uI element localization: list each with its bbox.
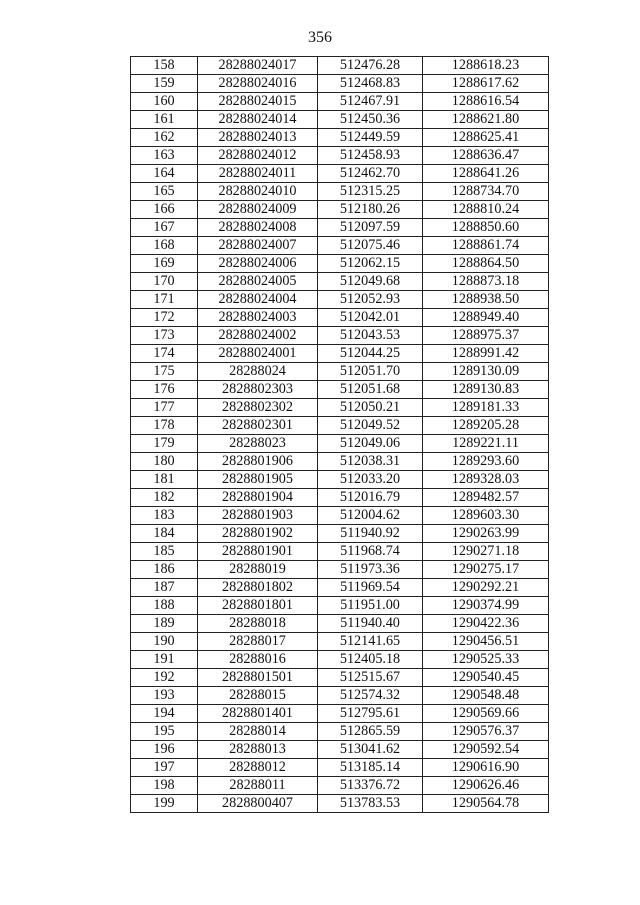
y-coordinate-cell: 1290292.21: [423, 579, 549, 597]
y-coordinate-cell: 1290569.66: [423, 705, 549, 723]
y-coordinate-cell: 1290374.99: [423, 597, 549, 615]
table-row: [131, 651, 549, 669]
point-id-cell: 28288017: [198, 633, 318, 651]
page-number: 356: [308, 29, 332, 46]
y-coordinate-cell: 1289603.30: [423, 507, 549, 525]
table-row: [131, 687, 549, 705]
x-coordinate-cell: 512043.53: [318, 327, 423, 345]
x-coordinate-cell: 513041.62: [318, 741, 423, 759]
table-row: [131, 219, 549, 237]
table-row: [131, 93, 549, 111]
x-coordinate-cell: 512449.59: [318, 129, 423, 147]
point-id-cell: 28288024012: [198, 147, 318, 165]
table-row: [131, 255, 549, 273]
coordinates-table: [130, 56, 549, 813]
row-index-cell: 188: [131, 597, 198, 615]
x-coordinate-cell: 513185.14: [318, 759, 423, 777]
x-coordinate-cell: 512097.59: [318, 219, 423, 237]
table-row: [131, 129, 549, 147]
table-row: [131, 615, 549, 633]
y-coordinate-cell: 1290564.78: [423, 795, 549, 813]
row-index-cell: 170: [131, 273, 198, 291]
x-coordinate-cell: 512042.01: [318, 309, 423, 327]
point-id-cell: 28288024005: [198, 273, 318, 291]
row-index-cell: 193: [131, 687, 198, 705]
table-row: [131, 453, 549, 471]
point-id-cell: 28288012: [198, 759, 318, 777]
x-coordinate-cell: 513783.53: [318, 795, 423, 813]
row-index-cell: 181: [131, 471, 198, 489]
row-index-cell: 176: [131, 381, 198, 399]
point-id-cell: 28288024001: [198, 345, 318, 363]
table-row: [131, 579, 549, 597]
point-id-cell: 28288024002: [198, 327, 318, 345]
y-coordinate-cell: 1288617.62: [423, 75, 549, 93]
y-coordinate-cell: 1290263.99: [423, 525, 549, 543]
x-coordinate-cell: 512052.93: [318, 291, 423, 309]
y-coordinate-cell: 1288616.54: [423, 93, 549, 111]
x-coordinate-cell: 512865.59: [318, 723, 423, 741]
x-coordinate-cell: 512033.20: [318, 471, 423, 489]
row-index-cell: 174: [131, 345, 198, 363]
point-id-cell: 28288024013: [198, 129, 318, 147]
y-coordinate-cell: 1288621.80: [423, 111, 549, 129]
point-id-cell: 2828801801: [198, 597, 318, 615]
table-row: [131, 147, 549, 165]
x-coordinate-cell: 512180.26: [318, 201, 423, 219]
point-id-cell: 2828802302: [198, 399, 318, 417]
table-row: [131, 489, 549, 507]
point-id-cell: 28288019: [198, 561, 318, 579]
y-coordinate-cell: 1288975.37: [423, 327, 549, 345]
point-id-cell: 28288024007: [198, 237, 318, 255]
row-index-cell: 190: [131, 633, 198, 651]
table-row: [131, 543, 549, 561]
point-id-cell: 2828801905: [198, 471, 318, 489]
row-index-cell: 161: [131, 111, 198, 129]
y-coordinate-cell: 1290525.33: [423, 651, 549, 669]
x-coordinate-cell: 512050.21: [318, 399, 423, 417]
table-row: [131, 795, 549, 813]
table-row: [131, 165, 549, 183]
row-index-cell: 197: [131, 759, 198, 777]
row-index-cell: 172: [131, 309, 198, 327]
table-row: [131, 435, 549, 453]
y-coordinate-cell: 1288864.50: [423, 255, 549, 273]
y-coordinate-cell: 1288636.47: [423, 147, 549, 165]
point-id-cell: 28288011: [198, 777, 318, 795]
point-id-cell: 28288024003: [198, 309, 318, 327]
table-row: [131, 363, 549, 381]
y-coordinate-cell: 1288991.42: [423, 345, 549, 363]
x-coordinate-cell: 512062.15: [318, 255, 423, 273]
table-row: [131, 57, 549, 75]
table-row: [131, 291, 549, 309]
y-coordinate-cell: 1290616.90: [423, 759, 549, 777]
x-coordinate-cell: 512141.65: [318, 633, 423, 651]
point-id-cell: 28288024004: [198, 291, 318, 309]
row-index-cell: 196: [131, 741, 198, 759]
row-index-cell: 166: [131, 201, 198, 219]
y-coordinate-cell: 1289130.09: [423, 363, 549, 381]
table-row: [131, 381, 549, 399]
point-id-cell: 28288024: [198, 363, 318, 381]
y-coordinate-cell: 1288625.41: [423, 129, 549, 147]
y-coordinate-cell: 1288810.24: [423, 201, 549, 219]
table-row: [131, 417, 549, 435]
x-coordinate-cell: 512462.70: [318, 165, 423, 183]
row-index-cell: 160: [131, 93, 198, 111]
table-row: [131, 327, 549, 345]
row-index-cell: 185: [131, 543, 198, 561]
table-row: [131, 561, 549, 579]
y-coordinate-cell: 1289205.28: [423, 417, 549, 435]
row-index-cell: 165: [131, 183, 198, 201]
point-id-cell: 2828802303: [198, 381, 318, 399]
x-coordinate-cell: 511968.74: [318, 543, 423, 561]
table-row: [131, 759, 549, 777]
point-id-cell: 2828801501: [198, 669, 318, 687]
row-index-cell: 163: [131, 147, 198, 165]
table-row: [131, 633, 549, 651]
y-coordinate-cell: 1288618.23: [423, 57, 549, 75]
table-row: [131, 741, 549, 759]
x-coordinate-cell: 511940.40: [318, 615, 423, 633]
y-coordinate-cell: 1288873.18: [423, 273, 549, 291]
y-coordinate-cell: 1290548.48: [423, 687, 549, 705]
row-index-cell: 171: [131, 291, 198, 309]
table-row: [131, 345, 549, 363]
x-coordinate-cell: 512051.68: [318, 381, 423, 399]
x-coordinate-cell: 511973.36: [318, 561, 423, 579]
y-coordinate-cell: 1290456.51: [423, 633, 549, 651]
y-coordinate-cell: 1289181.33: [423, 399, 549, 417]
point-id-cell: 28288024011: [198, 165, 318, 183]
y-coordinate-cell: 1289328.03: [423, 471, 549, 489]
row-index-cell: 168: [131, 237, 198, 255]
x-coordinate-cell: 511940.92: [318, 525, 423, 543]
row-index-cell: 195: [131, 723, 198, 741]
row-index-cell: 186: [131, 561, 198, 579]
x-coordinate-cell: 512468.83: [318, 75, 423, 93]
table-row: [131, 237, 549, 255]
table-row: [131, 669, 549, 687]
x-coordinate-cell: 512051.70: [318, 363, 423, 381]
x-coordinate-cell: 512044.25: [318, 345, 423, 363]
y-coordinate-cell: 1290275.17: [423, 561, 549, 579]
point-id-cell: 2828800407: [198, 795, 318, 813]
x-coordinate-cell: 512476.28: [318, 57, 423, 75]
y-coordinate-cell: 1290592.54: [423, 741, 549, 759]
x-coordinate-cell: 512049.06: [318, 435, 423, 453]
y-coordinate-cell: 1290422.36: [423, 615, 549, 633]
x-coordinate-cell: 512315.25: [318, 183, 423, 201]
row-index-cell: 169: [131, 255, 198, 273]
point-id-cell: 2828801904: [198, 489, 318, 507]
point-id-cell: 28288024009: [198, 201, 318, 219]
table-row: [131, 309, 549, 327]
row-index-cell: 184: [131, 525, 198, 543]
x-coordinate-cell: 511969.54: [318, 579, 423, 597]
y-coordinate-cell: 1288641.26: [423, 165, 549, 183]
table-row: [131, 723, 549, 741]
y-coordinate-cell: 1289221.11: [423, 435, 549, 453]
point-id-cell: 2828801902: [198, 525, 318, 543]
y-coordinate-cell: 1288938.50: [423, 291, 549, 309]
table-row: [131, 111, 549, 129]
x-coordinate-cell: 512405.18: [318, 651, 423, 669]
table-row: [131, 471, 549, 489]
row-index-cell: 162: [131, 129, 198, 147]
point-id-cell: 28288014: [198, 723, 318, 741]
point-id-cell: 2828801901: [198, 543, 318, 561]
table-row: [131, 525, 549, 543]
y-coordinate-cell: 1290540.45: [423, 669, 549, 687]
point-id-cell: 28288016: [198, 651, 318, 669]
point-id-cell: 28288013: [198, 741, 318, 759]
y-coordinate-cell: 1289293.60: [423, 453, 549, 471]
y-coordinate-cell: 1288850.60: [423, 219, 549, 237]
x-coordinate-cell: 513376.72: [318, 777, 423, 795]
point-id-cell: 28288024006: [198, 255, 318, 273]
point-id-cell: 2828801401: [198, 705, 318, 723]
table-row: [131, 201, 549, 219]
point-id-cell: 2828802301: [198, 417, 318, 435]
x-coordinate-cell: 512004.62: [318, 507, 423, 525]
row-index-cell: 167: [131, 219, 198, 237]
row-index-cell: 179: [131, 435, 198, 453]
point-id-cell: 28288024008: [198, 219, 318, 237]
y-coordinate-cell: 1289130.83: [423, 381, 549, 399]
row-index-cell: 173: [131, 327, 198, 345]
row-index-cell: 191: [131, 651, 198, 669]
x-coordinate-cell: 512458.93: [318, 147, 423, 165]
x-coordinate-cell: 512016.79: [318, 489, 423, 507]
point-id-cell: 28288018: [198, 615, 318, 633]
row-index-cell: 192: [131, 669, 198, 687]
point-id-cell: 28288024010: [198, 183, 318, 201]
x-coordinate-cell: 512049.68: [318, 273, 423, 291]
row-index-cell: 180: [131, 453, 198, 471]
y-coordinate-cell: 1290576.37: [423, 723, 549, 741]
x-coordinate-cell: 512049.52: [318, 417, 423, 435]
row-index-cell: 178: [131, 417, 198, 435]
y-coordinate-cell: 1290626.46: [423, 777, 549, 795]
y-coordinate-cell: 1289482.57: [423, 489, 549, 507]
y-coordinate-cell: 1288861.74: [423, 237, 549, 255]
x-coordinate-cell: 512467.91: [318, 93, 423, 111]
point-id-cell: 28288024017: [198, 57, 318, 75]
row-index-cell: 194: [131, 705, 198, 723]
y-coordinate-cell: 1288949.40: [423, 309, 549, 327]
point-id-cell: 2828801906: [198, 453, 318, 471]
row-index-cell: 183: [131, 507, 198, 525]
table-row: [131, 705, 549, 723]
x-coordinate-cell: 512795.61: [318, 705, 423, 723]
point-id-cell: 28288023: [198, 435, 318, 453]
x-coordinate-cell: 512574.32: [318, 687, 423, 705]
row-index-cell: 175: [131, 363, 198, 381]
table-row: [131, 777, 549, 795]
y-coordinate-cell: 1288734.70: [423, 183, 549, 201]
table-row: [131, 183, 549, 201]
x-coordinate-cell: 512075.46: [318, 237, 423, 255]
table-row: [131, 75, 549, 93]
row-index-cell: 199: [131, 795, 198, 813]
y-coordinate-cell: 1290271.18: [423, 543, 549, 561]
row-index-cell: 187: [131, 579, 198, 597]
table-row: [131, 399, 549, 417]
row-index-cell: 158: [131, 57, 198, 75]
x-coordinate-cell: 511951.00: [318, 597, 423, 615]
row-index-cell: 189: [131, 615, 198, 633]
row-index-cell: 198: [131, 777, 198, 795]
table-row: [131, 507, 549, 525]
table-row: [131, 273, 549, 291]
x-coordinate-cell: 512038.31: [318, 453, 423, 471]
point-id-cell: 28288024014: [198, 111, 318, 129]
row-index-cell: 182: [131, 489, 198, 507]
row-index-cell: 159: [131, 75, 198, 93]
x-coordinate-cell: 512450.36: [318, 111, 423, 129]
point-id-cell: 28288024015: [198, 93, 318, 111]
point-id-cell: 2828801802: [198, 579, 318, 597]
table-body: [131, 57, 549, 813]
point-id-cell: 28288024016: [198, 75, 318, 93]
row-index-cell: 177: [131, 399, 198, 417]
row-index-cell: 164: [131, 165, 198, 183]
point-id-cell: 2828801903: [198, 507, 318, 525]
x-coordinate-cell: 512515.67: [318, 669, 423, 687]
point-id-cell: 28288015: [198, 687, 318, 705]
table-row: [131, 597, 549, 615]
